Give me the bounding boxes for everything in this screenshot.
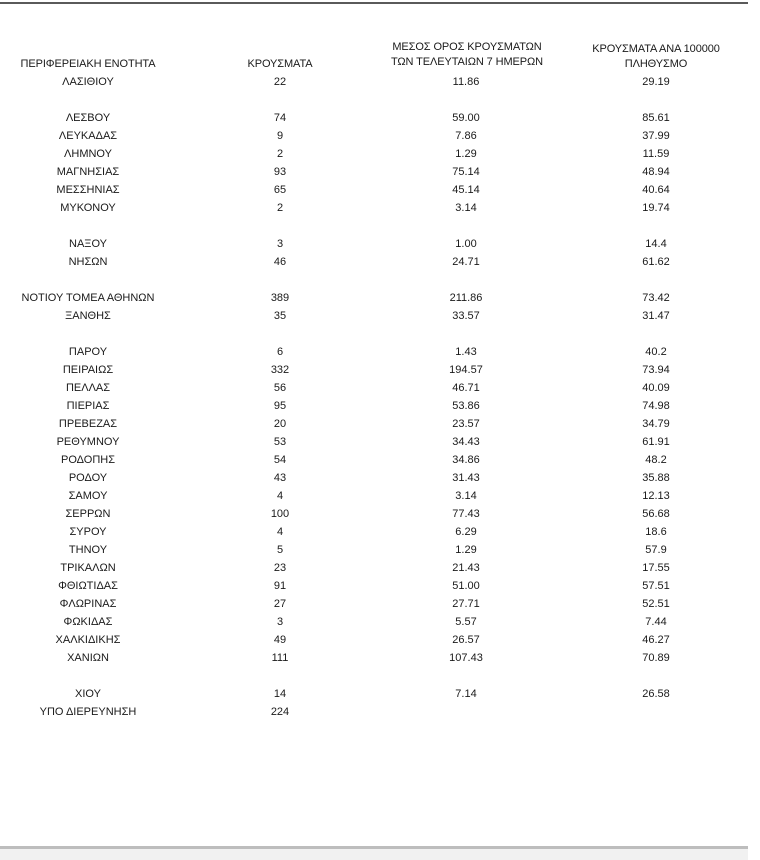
avg7-cell: 1.43 (455, 346, 477, 358)
per100k-cell: 7.44 (645, 616, 667, 628)
avg7-cell: 3.14 (455, 202, 477, 214)
cases-cell: 4 (276, 526, 284, 538)
header-region-label: ΠΕΡΙΦΕΡΕΙΑΚΗ ΕΝΟΤΗΤΑ (20, 58, 156, 70)
per100k-cell: 85.61 (642, 112, 670, 124)
cases-cell: 9 (276, 130, 284, 142)
region-cell: ΠΡΕΒΕΖΑΣ (58, 418, 118, 430)
per100k-cell: 61.62 (642, 256, 670, 268)
cases-cell: 389 (270, 292, 290, 304)
per100k-cell: 17.55 (642, 562, 670, 574)
cases-cell: 27 (273, 598, 287, 610)
region-cell: ΣΑΜΟΥ (68, 490, 108, 502)
cases-cell: 54 (273, 454, 287, 466)
per100k-cell: 29.19 (642, 76, 670, 88)
region-cell: ΣΥΡΟΥ (69, 526, 107, 538)
per100k-cell: 31.47 (642, 310, 670, 322)
cases-cell: 3 (276, 238, 284, 250)
avg7-cell: 26.57 (452, 634, 480, 646)
region-cell: ΛΑΣΙΘΙΟΥ (62, 76, 114, 88)
cases-cell: 74 (273, 112, 287, 124)
cases-cell: 95 (273, 400, 287, 412)
per100k-cell: 34.79 (642, 418, 670, 430)
cases-cell: 65 (273, 184, 287, 196)
per100k-cell: 37.99 (642, 130, 670, 142)
region-cell: ΝΑΞΟΥ (69, 238, 107, 250)
region-cell: ΠΕΙΡΑΙΩΣ (62, 364, 114, 376)
cases-cell: 3 (276, 616, 284, 628)
region-cell: ΦΩΚΙΔΑΣ (63, 616, 113, 628)
cases-cell: 43 (273, 472, 287, 484)
per100k-cell: 73.94 (642, 364, 670, 376)
region-cell: ΡΟΔΟΠΗΣ (60, 454, 116, 466)
avg7-cell: 27.71 (452, 598, 480, 610)
cases-cell: 100 (270, 508, 290, 520)
region-cell: ΤΗΝΟΥ (68, 544, 108, 556)
region-cell: ΧΑΝΙΩΝ (67, 652, 109, 664)
avg7-cell: 1.00 (455, 238, 477, 250)
per100k-cell: 12.13 (642, 490, 670, 502)
cases-cell: 2 (276, 202, 284, 214)
header-cases (232, 57, 328, 72)
avg7-cell: 1.29 (455, 544, 477, 556)
avg7-cell: 107.43 (449, 652, 483, 664)
per100k-cell: 48.94 (642, 166, 670, 178)
cases-cell: 224 (270, 706, 290, 718)
per100k-cell: 52.51 (642, 598, 670, 610)
region-cell: ΦΘΙΩΤΙΔΑΣ (58, 580, 118, 592)
avg7-cell: 51.00 (452, 580, 480, 592)
cases-cell: 56 (273, 382, 287, 394)
per100k-cell: 57.9 (645, 544, 667, 556)
avg7-cell: 7.86 (455, 130, 477, 142)
cases-cell: 35 (273, 310, 287, 322)
header-per100k (566, 42, 746, 72)
avg7-cell: 5.57 (455, 616, 477, 628)
region-cell: ΠΑΡΟΥ (68, 346, 108, 358)
cases-cell: 14 (273, 688, 287, 700)
region-cell: ΡΟΔΟΥ (68, 472, 108, 484)
per100k-cell: 18.6 (645, 526, 667, 538)
per100k-cell: 70.89 (642, 652, 670, 664)
per100k-cell: 14.4 (645, 238, 667, 250)
header-avg7-line2: ΤΩΝ ΤΕΛΕΥΤΑΙΩΝ 7 ΗΜΕΡΩΝ (391, 56, 543, 68)
avg7-cell: 77.43 (452, 508, 480, 520)
region-cell: ΜΥΚΟΝΟΥ (60, 202, 116, 214)
region-cell: ΝΟΤΙΟΥ ΤΟΜΕΑ ΑΘΗΝΩΝ (21, 292, 155, 304)
header-avg7 (374, 40, 560, 70)
avg7-cell: 194.57 (449, 364, 483, 376)
region-cell: ΤΡΙΚΑΛΩΝ (60, 562, 116, 574)
avg7-cell: 24.71 (452, 256, 480, 268)
page-footer-band (0, 849, 760, 860)
cases-cell: 20 (273, 418, 287, 430)
cases-cell: 111 (271, 652, 289, 664)
region-cell: ΠΙΕΡΙΑΣ (66, 400, 110, 412)
cases-cell: 2 (276, 148, 284, 160)
cases-cell: 332 (270, 364, 290, 376)
avg7-cell: 33.57 (452, 310, 480, 322)
avg7-cell: 31.43 (452, 472, 480, 484)
region-cell: ΛΕΣΒΟΥ (65, 112, 111, 124)
per100k-cell: 35.88 (642, 472, 670, 484)
cases-cell: 93 (273, 166, 287, 178)
region-cell: ΝΗΣΩΝ (68, 256, 108, 268)
region-cell: ΜΕΣΣΗΝΙΑΣ (56, 184, 120, 196)
per100k-cell: 56.68 (642, 508, 670, 520)
cases-cell: 46 (273, 256, 287, 268)
region-cell: ΣΕΡΡΩΝ (65, 508, 111, 520)
avg7-cell: 34.43 (452, 436, 480, 448)
per100k-cell: 74.98 (642, 400, 670, 412)
avg7-cell: 59.00 (452, 112, 480, 124)
avg7-cell: 7.14 (455, 688, 477, 700)
avg7-cell: 1.29 (455, 148, 477, 160)
header-per100k-line2: ΠΛΗΘΥΣΜΟ (624, 58, 688, 70)
header-per100k-line1: ΚΡΟΥΣΜΑΤΑ ΑΝΑ 100000 (592, 43, 720, 55)
avg7-cell: 3.14 (455, 490, 477, 502)
cases-cell: 6 (276, 346, 284, 358)
region-cell: ΜΑΓΝΗΣΙΑΣ (56, 166, 120, 178)
region-cell: ΧΑΛΚΙΔΙΚΗΣ (55, 634, 121, 646)
region-cell: ΛΗΜΝΟΥ (64, 148, 112, 160)
page-right-margin (748, 0, 760, 860)
cases-cell: 5 (276, 544, 284, 556)
per100k-cell: 26.58 (642, 688, 670, 700)
cases-cell: 91 (273, 580, 287, 592)
top-divider (0, 2, 748, 4)
cases-cell: 53 (273, 436, 287, 448)
avg7-cell: 23.57 (452, 418, 480, 430)
avg7-cell: 6.29 (455, 526, 477, 538)
cases-cell: 49 (273, 634, 287, 646)
header-region (0, 57, 176, 72)
per100k-cell: 61.91 (642, 436, 670, 448)
per100k-cell: 57.51 (642, 580, 670, 592)
per100k-cell: 40.09 (642, 382, 670, 394)
cases-cell: 23 (273, 562, 287, 574)
avg7-cell: 21.43 (452, 562, 480, 574)
region-cell: ΦΛΩΡΙΝΑΣ (59, 598, 117, 610)
per100k-cell: 46.27 (642, 634, 670, 646)
per100k-cell: 11.59 (642, 148, 670, 160)
cases-cell: 22 (273, 76, 287, 88)
region-cell: ΛΕΥΚΑΔΑΣ (58, 130, 118, 142)
region-cell: ΠΕΛΛΑΣ (65, 382, 111, 394)
avg7-cell: 53.86 (452, 400, 480, 412)
per100k-cell: 73.42 (642, 292, 670, 304)
header-avg7-line1: ΜΕΣΟΣ ΟΡΟΣ ΚΡΟΥΣΜΑΤΩΝ (392, 41, 542, 53)
avg7-cell: 211.86 (449, 292, 483, 304)
region-cell: ΡΕΘΥΜΝΟΥ (56, 436, 120, 448)
avg7-cell: 45.14 (452, 184, 480, 196)
region-cell: ΧΙΟΥ (75, 688, 101, 700)
per100k-cell: 19.74 (642, 202, 670, 214)
region-cell: ΥΠΟ ΔΙΕΡΕΥΝΗΣΗ (39, 706, 137, 718)
cases-cell: 4 (276, 490, 284, 502)
avg7-cell: 75.14 (452, 166, 480, 178)
per100k-cell: 40.64 (642, 184, 670, 196)
per100k-cell: 40.2 (645, 346, 667, 358)
header-cases-label: ΚΡΟΥΣΜΑΤΑ (247, 58, 313, 70)
region-cell: ΞΑΝΘΗΣ (65, 310, 111, 322)
avg7-cell: 34.86 (452, 454, 480, 466)
avg7-cell: 11.86 (452, 76, 480, 88)
avg7-cell: 46.71 (452, 382, 480, 394)
per100k-cell: 48.2 (645, 454, 667, 466)
